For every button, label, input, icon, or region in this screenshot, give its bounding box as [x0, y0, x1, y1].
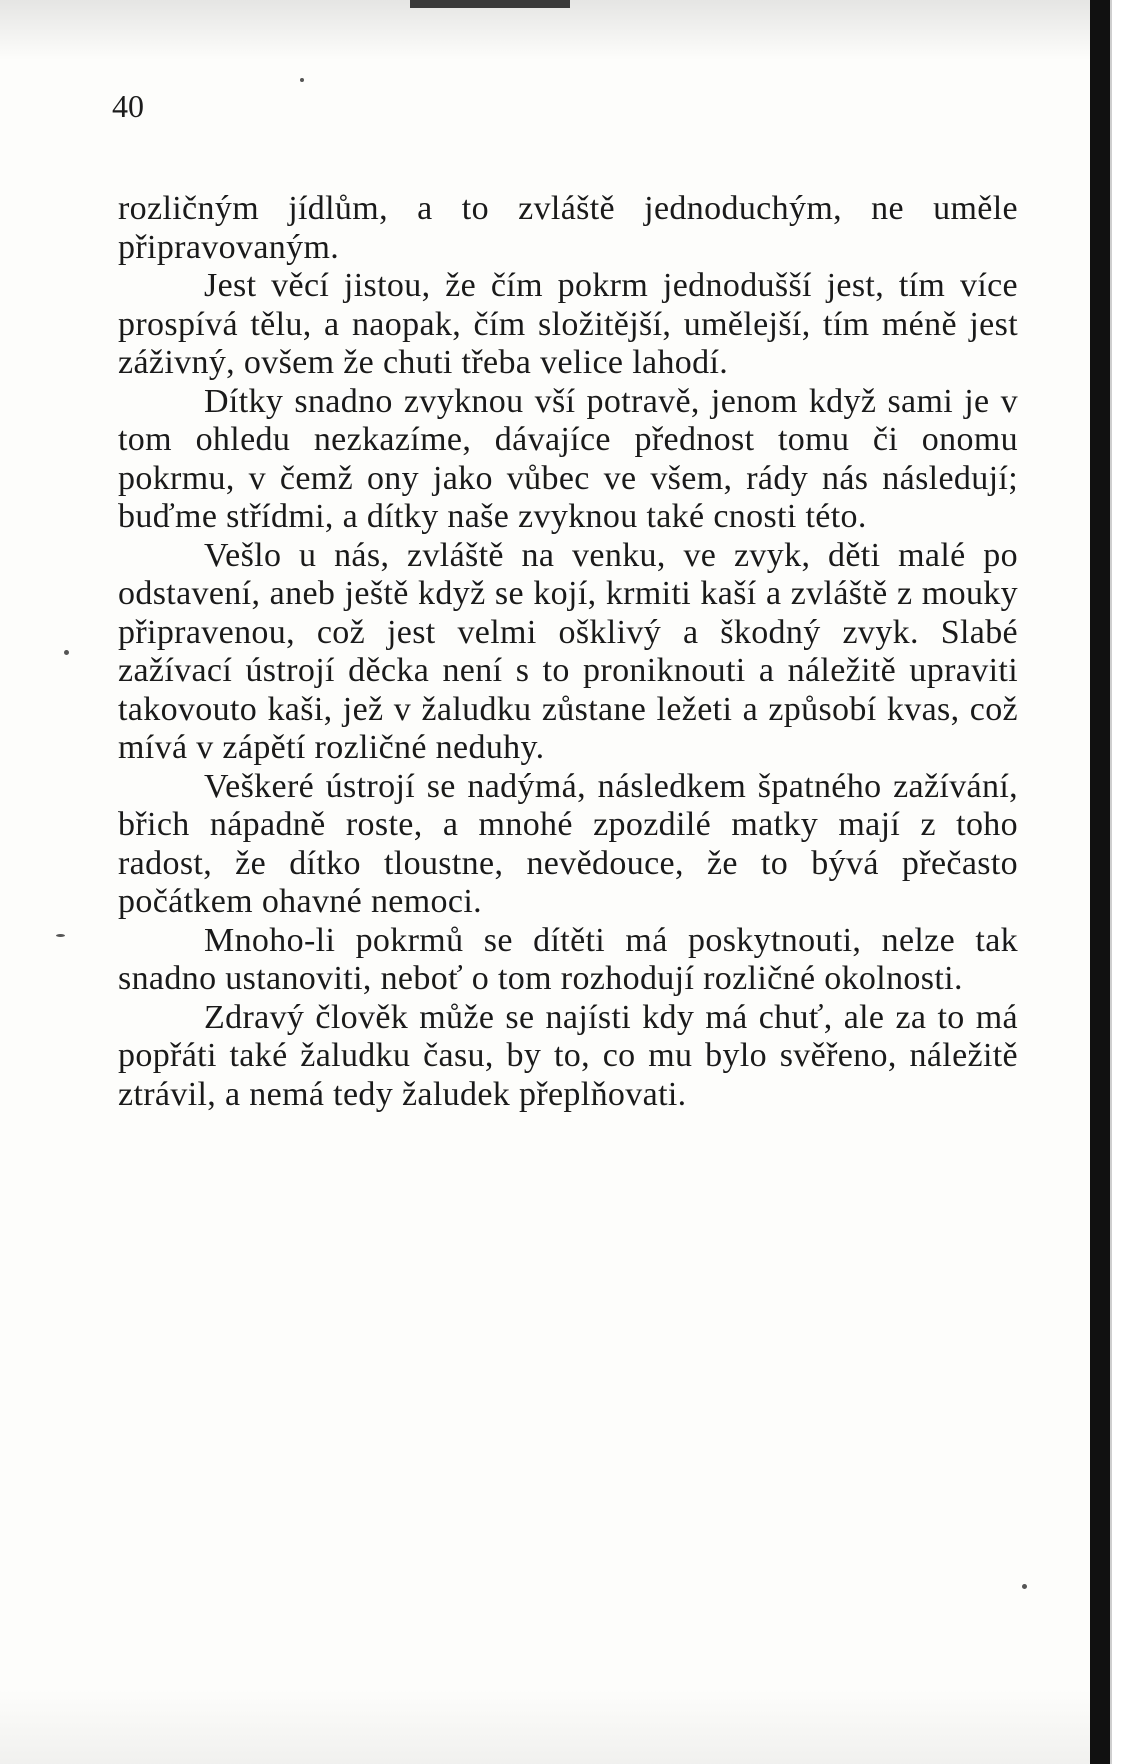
paragraph: Veškeré ústrojí se nadýmá, následkem špatného zažívání, břich nápadně roste, a mnohé zpozdilé matky mají z toho radost, že dítko tloustne, nevědouce, že to bývá přečasto počátkem ohavné nemoci. [118, 767, 1018, 920]
paragraph: Vešlo u nás, zvláště na venku, ve zvyk, děti malé po odstavení, aneb ještě když se kojí, krmiti kaší a zvláště z mouky připravenou, což jest velmi ošklivý a škodný zvyk. Slabé zažívací ústrojí děcka není s to proniknouti a náležitě upraviti takovouto kaši, jež v žaludku zůstane ležeti a způsobí kvas, což mívá v zápětí rozličné neduhy. [118, 536, 1018, 766]
ink-speck [300, 78, 304, 82]
bottom-shadow [0, 1690, 1090, 1764]
paragraph: Jest věcí jistou, že čím pokrm jednodušší jest, tím více prospívá tělu, a naopak, čím složitější, umělejší, tím méně jest záživný, ovšem že chuti třeba velice lahodí. [118, 267, 1018, 381]
paragraph: Dítky snadno zvyknou vší potravě, jenom když sami je v tom ohledu nezkazíme, dávajíce přednost tomu či onomu pokrmu, v čemž ony jako vůbec ve všem, rády nás následují; buďme střídmi, a dítky naše zvyknou také cnosti této. [118, 382, 1018, 535]
ink-speck [56, 934, 65, 937]
ink-speck [64, 650, 69, 655]
paragraph: Zdravý člověk může se najísti kdy má chuť, ale za to má popřáti také žaludku času, by to, co mu bylo svěřeno, náležitě ztrávil, a nemá tedy žaludek přeplňovati. [118, 998, 1018, 1113]
paragraph: Mnoho-li pokrmů se dítěti má poskytnouti, nelze tak snadno ustanoviti, neboť o tom rozhodují rozličné okolnosti. [118, 921, 1018, 997]
page-edge-shadow [1090, 0, 1110, 1764]
top-ink-mark [410, 0, 570, 8]
page-number: 40 [112, 88, 144, 124]
body-text [118, 190, 1018, 1114]
page-edge-margin [1110, 0, 1144, 1764]
paragraph-continuation: rozličným jídlům, a to zvláště jednoduchým, ne uměle připravovaným. [118, 190, 1018, 266]
top-smudge [0, 0, 1090, 60]
ink-speck [1022, 1584, 1027, 1589]
